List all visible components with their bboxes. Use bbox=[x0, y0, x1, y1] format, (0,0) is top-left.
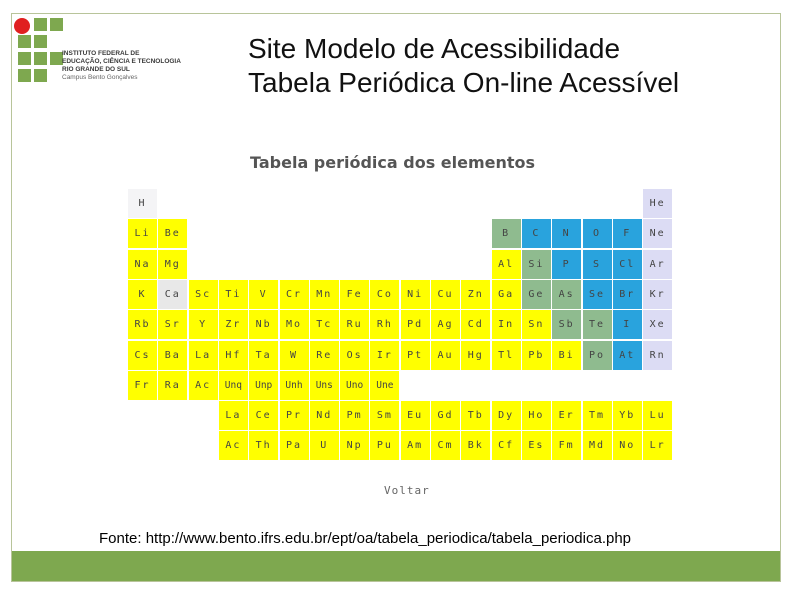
element-cell-mn[interactable]: Mn bbox=[310, 280, 340, 310]
element-cell-fe[interactable]: Fe bbox=[340, 280, 370, 310]
logo-text bbox=[62, 50, 181, 82]
element-cell-la[interactable]: La bbox=[219, 401, 249, 431]
element-cell-sr[interactable]: Sr bbox=[158, 310, 188, 340]
element-cell-kr[interactable]: Kr bbox=[643, 280, 673, 310]
element-cell-nb[interactable]: Nb bbox=[249, 310, 279, 340]
element-cell-ge[interactable]: Ge bbox=[522, 280, 552, 310]
element-cell-tb[interactable]: Tb bbox=[461, 401, 491, 431]
element-cell-po[interactable]: Po bbox=[583, 341, 613, 371]
element-cell-mo[interactable]: Mo bbox=[280, 310, 310, 340]
element-cell-no[interactable]: No bbox=[613, 431, 643, 461]
title-line: Site Modelo de Acessibilidade bbox=[248, 33, 621, 64]
element-cell-si[interactable]: Si bbox=[522, 250, 552, 280]
element-cell-os[interactable]: Os bbox=[340, 341, 370, 371]
back-link[interactable]: Voltar bbox=[384, 484, 430, 497]
element-cell-y[interactable]: Y bbox=[189, 310, 219, 340]
element-cell-cu[interactable]: Cu bbox=[431, 280, 461, 310]
element-cell-unh[interactable]: Unh bbox=[280, 371, 310, 401]
element-cell-pd[interactable]: Pd bbox=[401, 310, 431, 340]
element-cell-pm[interactable]: Pm bbox=[340, 401, 370, 431]
element-cell-u[interactable]: U bbox=[310, 431, 340, 461]
element-cell-sm[interactable]: Sm bbox=[370, 401, 400, 431]
element-cell-i[interactable]: I bbox=[613, 310, 643, 340]
element-cell-re[interactable]: Re bbox=[310, 341, 340, 371]
element-cell-te[interactable]: Te bbox=[583, 310, 613, 340]
element-cell-o[interactable]: O bbox=[583, 219, 613, 249]
element-cell-tc[interactable]: Tc bbox=[310, 310, 340, 340]
element-cell-ga[interactable]: Ga bbox=[492, 280, 522, 310]
element-cell-th[interactable]: Th bbox=[249, 431, 279, 461]
element-cell-la[interactable]: La bbox=[189, 341, 219, 371]
element-cell-ac[interactable]: Ac bbox=[219, 431, 249, 461]
element-cell-nd[interactable]: Nd bbox=[310, 401, 340, 431]
element-cell-c[interactable]: C bbox=[522, 219, 552, 249]
element-cell-hg[interactable]: Hg bbox=[461, 341, 491, 371]
element-cell-n[interactable]: N bbox=[552, 219, 582, 249]
element-cell-lr[interactable]: Lr bbox=[643, 431, 673, 461]
element-cell-cs[interactable]: Cs bbox=[128, 341, 158, 371]
element-cell-ca[interactable]: Ca bbox=[158, 280, 188, 310]
element-cell-ta[interactable]: Ta bbox=[249, 341, 279, 371]
element-cell-cd[interactable]: Cd bbox=[461, 310, 491, 340]
element-cell-eu[interactable]: Eu bbox=[401, 401, 431, 431]
element-cell-md[interactable]: Md bbox=[583, 431, 613, 461]
element-cell-cl[interactable]: Cl bbox=[613, 250, 643, 280]
element-cell-unq[interactable]: Unq bbox=[219, 371, 249, 401]
element-cell-al[interactable]: Al bbox=[492, 250, 522, 280]
element-cell-ag[interactable]: Ag bbox=[431, 310, 461, 340]
element-cell-at[interactable]: At bbox=[613, 341, 643, 371]
element-cell-mg[interactable]: Mg bbox=[158, 250, 188, 280]
element-cell-rh[interactable]: Rh bbox=[370, 310, 400, 340]
element-cell-au[interactable]: Au bbox=[431, 341, 461, 371]
slide-title bbox=[248, 32, 679, 100]
logo-line: EDUCAÇÃO, CIÊNCIA E TECNOLOGIA bbox=[62, 58, 181, 65]
source-caption: Fonte: http://www.bento.ifrs.edu.br/ept/oa/tabela_periodica/tabela_periodica.php bbox=[99, 530, 632, 547]
element-cell-ho[interactable]: Ho bbox=[522, 401, 552, 431]
logo-line: RIO GRANDE DO SUL bbox=[62, 66, 130, 73]
element-cell-co[interactable]: Co bbox=[370, 280, 400, 310]
element-cell-ra[interactable]: Ra bbox=[158, 371, 188, 401]
element-cell-pr[interactable]: Pr bbox=[280, 401, 310, 431]
element-cell-h[interactable]: H bbox=[128, 189, 158, 219]
element-cell-ti[interactable]: Ti bbox=[219, 280, 249, 310]
element-cell-pt[interactable]: Pt bbox=[401, 341, 431, 371]
element-cell-as[interactable]: As bbox=[552, 280, 582, 310]
element-cell-pb[interactable]: Pb bbox=[522, 341, 552, 371]
element-cell-zr[interactable]: Zr bbox=[219, 310, 249, 340]
element-cell-f[interactable]: F bbox=[613, 219, 643, 249]
element-cell-rn[interactable]: Rn bbox=[643, 341, 673, 371]
element-cell-p[interactable]: P bbox=[552, 250, 582, 280]
element-cell-fr[interactable]: Fr bbox=[128, 371, 158, 401]
element-cell-ce[interactable]: Ce bbox=[249, 401, 279, 431]
element-cell-hf[interactable]: Hf bbox=[219, 341, 249, 371]
logo-line: Campus Bento Gonçalves bbox=[62, 74, 138, 81]
element-cell-lu[interactable]: Lu bbox=[643, 401, 673, 431]
element-cell-sb[interactable]: Sb bbox=[552, 310, 582, 340]
element-cell-zn[interactable]: Zn bbox=[461, 280, 491, 310]
element-cell-unp[interactable]: Unp bbox=[249, 371, 279, 401]
element-cell-be[interactable]: Be bbox=[158, 219, 188, 249]
element-cell-es[interactable]: Es bbox=[522, 431, 552, 461]
element-cell-cm[interactable]: Cm bbox=[431, 431, 461, 461]
element-cell-uns[interactable]: Uns bbox=[310, 371, 340, 401]
element-cell-yb[interactable]: Yb bbox=[613, 401, 643, 431]
element-cell-bk[interactable]: Bk bbox=[461, 431, 491, 461]
element-cell-tl[interactable]: Tl bbox=[492, 341, 522, 371]
element-cell-b[interactable]: B bbox=[492, 219, 522, 249]
element-cell-dy[interactable]: Dy bbox=[492, 401, 522, 431]
element-cell-in[interactable]: In bbox=[492, 310, 522, 340]
element-cell-xe[interactable]: Xe bbox=[643, 310, 673, 340]
element-cell-bi[interactable]: Bi bbox=[552, 341, 582, 371]
title-line: Tabela Periódica On-line Acessível bbox=[248, 67, 680, 98]
element-cell-am[interactable]: Am bbox=[401, 431, 431, 461]
logo-line: INSTITUTO FEDERAL DE bbox=[62, 50, 140, 57]
element-cell-ne[interactable]: Ne bbox=[643, 219, 673, 249]
element-cell-cr[interactable]: Cr bbox=[280, 280, 310, 310]
element-cell-w[interactable]: W bbox=[280, 341, 310, 371]
element-cell-se[interactable]: Se bbox=[583, 280, 613, 310]
element-cell-br[interactable]: Br bbox=[613, 280, 643, 310]
element-cell-tm[interactable]: Tm bbox=[583, 401, 613, 431]
element-cell-ni[interactable]: Ni bbox=[401, 280, 431, 310]
element-cell-v[interactable]: V bbox=[249, 280, 279, 310]
element-cell-gd[interactable]: Gd bbox=[431, 401, 461, 431]
element-cell-sn[interactable]: Sn bbox=[522, 310, 552, 340]
element-cell-pu[interactable]: Pu bbox=[370, 431, 400, 461]
element-cell-uno[interactable]: Uno bbox=[340, 371, 370, 401]
element-cell-er[interactable]: Er bbox=[552, 401, 582, 431]
element-cell-ru[interactable]: Ru bbox=[340, 310, 370, 340]
element-cell-fm[interactable]: Fm bbox=[552, 431, 582, 461]
element-cell-li[interactable]: Li bbox=[128, 219, 158, 249]
element-cell-ba[interactable]: Ba bbox=[158, 341, 188, 371]
element-cell-rb[interactable]: Rb bbox=[128, 310, 158, 340]
element-cell-np[interactable]: Np bbox=[340, 431, 370, 461]
ifrs-logo bbox=[12, 16, 212, 86]
element-cell-na[interactable]: Na bbox=[128, 250, 158, 280]
element-cell-he[interactable]: He bbox=[643, 189, 673, 219]
element-cell-ac[interactable]: Ac bbox=[189, 371, 219, 401]
element-cell-ar[interactable]: Ar bbox=[643, 250, 673, 280]
element-cell-s[interactable]: S bbox=[583, 250, 613, 280]
element-cell-cf[interactable]: Cf bbox=[492, 431, 522, 461]
element-cell-sc[interactable]: Sc bbox=[189, 280, 219, 310]
element-cell-k[interactable]: K bbox=[128, 280, 158, 310]
element-cell-pa[interactable]: Pa bbox=[280, 431, 310, 461]
footer-bar bbox=[12, 551, 780, 581]
table-heading: Tabela periódica dos elementos bbox=[250, 153, 536, 172]
element-cell-une[interactable]: Une bbox=[370, 371, 400, 401]
element-cell-ir[interactable]: Ir bbox=[370, 341, 400, 371]
